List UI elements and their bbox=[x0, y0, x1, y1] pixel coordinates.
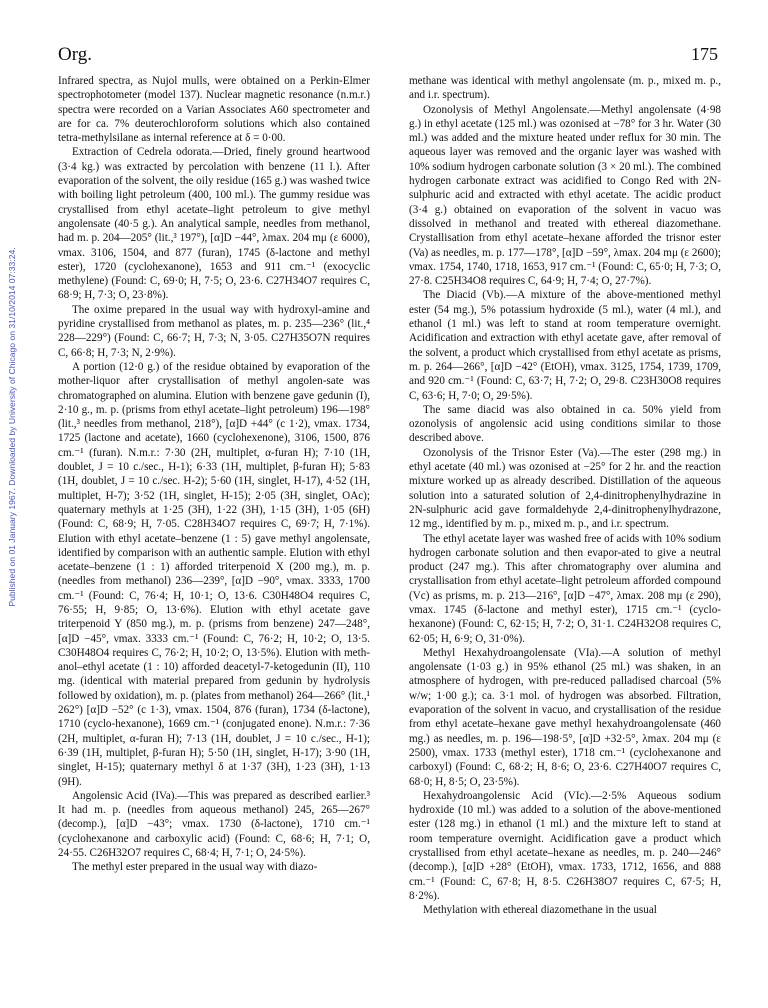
paragraph-methyl-ester: The methyl ester prepared in the usual way with diazo- bbox=[72, 861, 318, 874]
paragraph-hexahydroangolensate: Methyl Hexahydroangolensate (VIa).—A solution of methyl angolensate (1·03 g.) in 95% ethanol (25 ml.) was shaken, in an atmosphere of hydrogen, with pre-reduced palladised charcoal (5% w/w; 1·00 g.); ca. 3·1 mol. of hydrogen was absorbed. Filtration, evaporation of the solvent in vacuo, and crystallisation of the residue from ethyl acetate–hexane gave methyl hexahydroangolensate (460 mg.) as needles, m. p. 196—198·5°, [α]D +32·5°, λmax. 204 mμ (ε 2500), νmax. 1733 (methyl ester), 1718 cm.⁻¹ (cyclohexanone and carboxyl) (Found: C, 68·2; H, 8·6; O, 23·6. C27H40O7 requires C, 68·0; H, 8·5; O, 23·5%). bbox=[409, 646, 721, 788]
paragraph-ozonolysis-methyl-angolensate: Ozonolysis of Methyl Angolensate.—Methyl angolensate (4·98 g.) in ethyl acetate (125 ml.) was ozonised at −78° for 3 hr. Water (30 ml.) was added and the mixture heated under reflux for 30 min. The aqueous layer was removed and the organic layer was washed with 10% sodium hydrogen carbonate solution (3 × 20 ml.). The combined hydrogen carbonate extract was acidified to Congo Red with 2N-sulphuric acid and extracted with ethyl acetate. The acidic product (3·4 g.) obtained on evaporation of the solvent in vacuo was dissolved in methanol and treated with ethereal diazomethane. Crystallisation from ethyl acetate–hexane afforded the trisnor ester (Va) as needles, m. p. 177—178°, [α]D −59°, λmax. 204 mμ (ε 2600); νmax. 1754, 1740, 1718, 1653, 917 cm.⁻¹ (Found: C, 65·0; H, 7·3; O, 27·8. C25H34O8 requires C, 64·9; H, 7·4; O, 27·7%). bbox=[409, 103, 721, 288]
paragraph-oxime: The oxime prepared in the usual way with hydroxyl-amine and pyridine crystallised from methanol as plates, m. p. 235—236° (lit.,⁴ 228—229°) (Found: C, 66·7; H, 7·3; N, 3·05. C27H35O7N requires C, 66·8; H, 7·3; N, 2·9%). bbox=[58, 303, 370, 359]
paragraph-methylation: Methylation with ethereal diazomethane in the usual bbox=[423, 904, 657, 917]
left-column bbox=[58, 74, 370, 875]
paragraph-same-diacid: The same diacid was also obtained in ca. 50% yield from ozonolysis of angolensic acid using conditions similar to those described above. bbox=[409, 403, 721, 445]
download-watermark-text: Published on 01 January 1967. Downloaded by University of Chicago on 31/10/2014 07:33:24. bbox=[7, 247, 17, 607]
paragraph-continuation: methane was identical with methyl angolensate (m. p., mixed m. p., and i.r. spectrum). bbox=[409, 75, 721, 102]
page-number: 175 bbox=[691, 44, 718, 64]
paragraph-chromatography: A portion (12·0 g.) of the residue obtained by evaporation of the mother-liquor after crystallisation of methyl angolen-sate was chromatographed on alumina. Elution with benzene gave gedunin (I), 2·10 g., m. p. (prisms from ethyl acetate–light petroleum) 196—198° (lit.,³ needles from methanol, 218°), [α]D +44° (c 1·2), νmax. 1734, 1725 (lactone and acetate), 1660 (cyclohexenone), 3106, 1500, 876 cm.⁻¹ (furan). N.m.r.: 7·30 (2H, multiplet, α-furan H); 7·10 (1H, doublet, J = 10 c./sec., H-1); 6·33 (1H, multiplet, β-furan H); 5·83 (1H, doublet, J = 10 c./sec. H-2); 5·60 (1H, singlet, H-17), 4·52 (1H, multiplet, H-7); 3·52 (1H, singlet, H-15); 2·05 (3H, singlet, OAc); quaternary methyls at 1·25 (3H), 1·22 (3H), 1·15 (3H), 1·05 (6H) (Found: C, 68·9; H, 7·05. C28H34O7 requires C, 69·7; H, 7·1%). Elution with ethyl acetate–benzene (1 : 5) gave methyl angolensate, identified by comparison with an authentic sample. Elution with ethyl acetate–benzene (1 : 1) afforded triterpenoid X (200 mg.), m. p. (needles from methanol) 236—239°, [α]D −90°, νmax. 3333, 1700 cm.⁻¹ (Found: C, 76·4; H, 10·1; O, 13·6. C30H48O4 requires C, 76·55; H, 9·85; O, 13·6%). Elution with ethyl acetate gave triterpenoid Y (850 mg.), m. p. (prisms from benzene) 247—248°, [α]D −45°, νmax. 3333 cm.⁻¹ (Found: C, 76·2; H, 10·2; O, 13·5. C30H48O4 requires C, 76·2; H, 10·2; O, 13·5%). Elution with meth-anol–ethyl acetate (1 : 10) afforded deacetyl-7-ketogedunin (II), 110 mg. (identical with material prepared from gedunin by hydrolysis followed by oxidation), m. p. (plates from methanol) 264—266° (lit.,¹ 262°) [α]D −52° (c 1·3), νmax. 1504, 876 (furan), 1734 (δ-lactone), 1710 (cyclo-hexanone), 1669 cm.⁻¹ (conjugated enone). N.m.r.: 7·36 (2H, multiplet, α-furan H); 7·13 (1H, doublet, J = 10 c./sec., H-1); 6·39 (1H, multiplet, β-furan H); 5·50 (1H, singlet, H-17); 3·90 (1H, singlet, H-15); quaternary methyl δ at 1·37 (3H), 1·23 (3H), 1·13 (9H). bbox=[58, 360, 370, 788]
paragraph-diacid: The Diacid (Vb).—A mixture of the above-mentioned methyl ester (54 mg.), 5% potassium hydroxide (5 ml.), water (4 ml.), and ethanol (1 ml.) was left to stand at room temperature overnight. Acidification and extraction with ethyl acetate gave, after removal of the solvent, a product which crystallised from ethyl acetate as prisms, m. p. 264—266°, [α]D −42° (EtOH), νmax. 3125, 1754, 1739, 1709, and 920 cm.⁻¹ (Found: C, 63·7; H, 7·2; O, 29·8. C23H30O8 requires C, 63·6; H, 7·0; O, 29·5%). bbox=[409, 289, 721, 402]
paragraph-angolensic-acid: Angolensic Acid (IVa).—This was prepared as described earlier.³ It had m. p. (needles from aqueous methanol) 245, 265—267° (decomp.), [α]D −43°; νmax. 1730 (δ-lactone), 1710 cm.⁻¹ (cyclohexanone and carboxylic acid) (Found: C, 68·6; H, 7·1; O, 24·55. C26H32O7 requires C, 68·4; H, 7·1; O, 24·5%). bbox=[58, 789, 370, 860]
paragraph-extraction: Extraction of Cedrela odorata.—Dried, finely ground heartwood (3·4 kg.) was extracted by percolation with benzene (11 l.). After evaporation of the solvent, the oily residue (165 g.) was washed twice with boiling light petroleum (400, 100 ml.). The gummy residue was crystallised from ethyl acetate–light petroleum to give methyl angolensate (40·5 g.). An analytical sample, needles from methanol, had m. p. 204—205° (lit.,³ 197°), [α]D −44°, λmax. 204 mμ (ε 6000), νmax. 3106, 1504, and 877 (furan), 1745 (δ-lactone and methyl ester), 1720 (cyclohexanone), 1653 and 911 cm.⁻¹ (exocyclic methylene) (Found: C, 69·0; H, 7·5; O, 23·6. C27H34O7 requires C, 68·9; H, 7·3; O, 23·8%). bbox=[58, 146, 370, 302]
paragraph-ethyl-acetate-layer: The ethyl acetate layer was washed free of acids with 10% sodium hydrogen carbonate solution and then evapor-ated to give a neutral product (247 mg.). This after chromatography over alumina and crystallisation from ethyl acetate–light petroleum afforded compound (Vc) as prisms, m. p. 213—216°, [α]D −47°, λmax. 208 mμ (ε 290), νmax. 1745 (δ-lactone and methyl ester), 1715 cm.⁻¹ (cyclo-hexanone) (Found: C, 62·15; H, 7·2; O, 31·1. C24H32O8 requires C, 62·05; H, 6·9; O, 31·0%). bbox=[409, 532, 721, 645]
page-header bbox=[58, 44, 718, 68]
download-watermark bbox=[6, 110, 20, 750]
right-column bbox=[409, 74, 721, 918]
paragraph-ozonolysis-trisnor-ester: Ozonolysis of the Trisnor Ester (Va).—The ester (298 mg.) in ethyl acetate (40 ml.) was ozonised at −25° for 2 hr. and the reaction mixture worked up as already described. Distillation of the aqueous solution into a saturated solution of 2,4-dinitrophenylhydrazine in 2N-sulphuric acid gave formaldehyde 2,4-dinitrophenylhydrazone, 12 mg., identified by m. p., mixed m. p., and i.r. spectrum. bbox=[409, 446, 721, 531]
journal-name: Org. bbox=[58, 44, 92, 65]
paragraph-spectra-methods: Infrared spectra, as Nujol mulls, were obtained on a Perkin-Elmer spectrophotometer (model 137). Nuclear magnetic resonance (n.m.r.) spectra were recorded on a Varian Associates A60 spectrometer and are for ca. 7% deuterochloroform solutions which also contained tetra-methylsilane as internal reference at δ = 0·00. bbox=[58, 75, 370, 145]
paragraph-hexahydroangolensic-acid: Hexahydroangolensic Acid (VIc).—2·5% Aqueous sodium hydroxide (10 ml.) was added to a solution of the above-mentioned ester (128 mg.) in ethanol (1 ml.) and the mixture left to stand at room temperature overnight. Acidification gave a product which crystallised from ethyl acetate–hexane as needles, m. p. 240—246° (decomp.), [α]D +28° (EtOH), νmax. 1733, 1712, 1656, and 888 cm.⁻¹ (Found: C, 67·8; H, 8·5. C26H38O7 requires C, 67·5; H, 8·2%). bbox=[409, 789, 721, 902]
